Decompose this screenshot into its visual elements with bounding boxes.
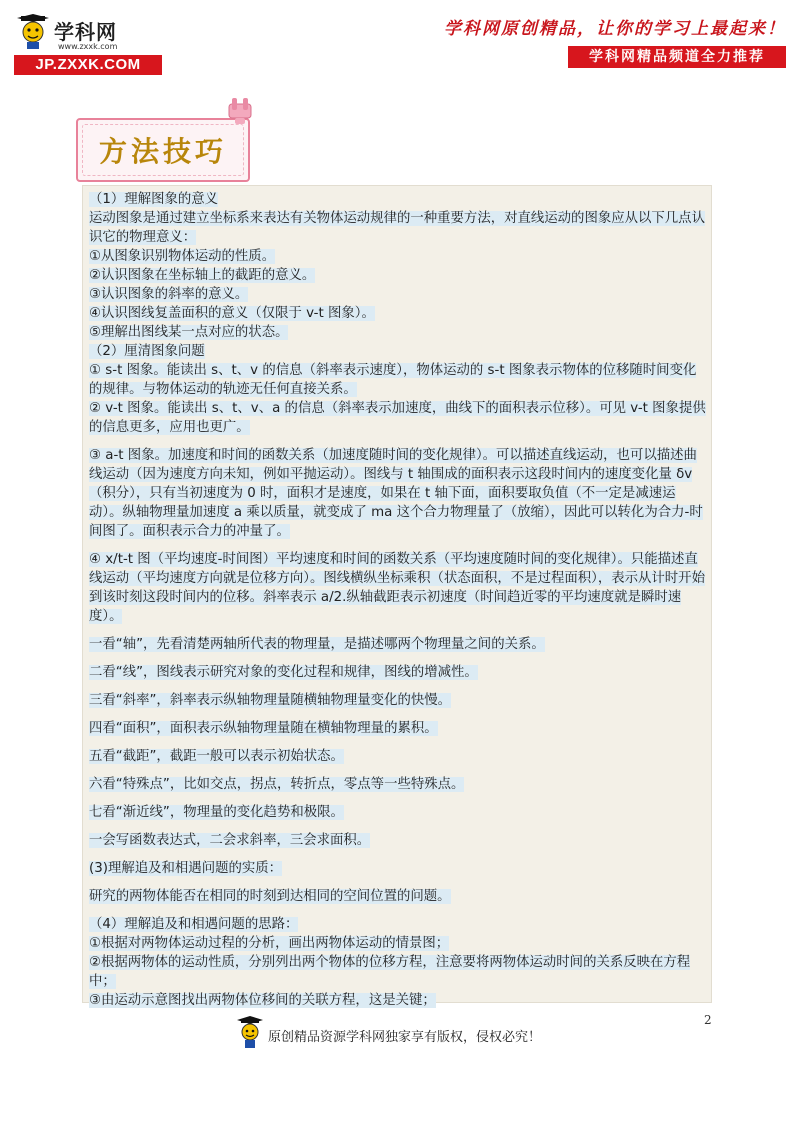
paragraph: ④认识图线复盖面积的意义（仅限于 v-t 图象）。	[89, 306, 375, 321]
content-body	[89, 190, 707, 1010]
paragraph: (3)理解追及和相遇问题的实质：	[89, 861, 283, 876]
paragraph: （1）理解图象的意义	[89, 192, 219, 207]
paragraph: 运动图象是通过建立坐标系来表达有关物体运动规律的一种重要方法，对直线运动的图象应从以下几点认识它的物理意义：	[89, 211, 705, 245]
paragraph: 一看“轴”，先看清楚两轴所代表的物理量，是描述哪两个物理量之间的关系。	[89, 637, 545, 652]
page-number: 2	[704, 1013, 712, 1027]
section-title-badge	[76, 118, 250, 182]
mascot-icon	[236, 1016, 264, 1050]
paragraph: （2）厘清图象问题	[89, 344, 205, 359]
paragraph: ①从图象识别物体运动的性质。	[89, 249, 276, 264]
paragraph: 四看“面积”，面积表示纵轴物理量随在横轴物理量的累积。	[89, 721, 438, 736]
logo-domain-bar: JP.ZXXK.COM	[14, 55, 162, 75]
section-title: 方法技巧	[98, 135, 227, 168]
header-slogan: 学科网原创精品，让你的学习上最起来！	[444, 19, 786, 39]
paragraph: ②根据两物体的运动性质，分别列出两个物体的位移方程，注意要将两物体运动时间的关系反映在方程中；	[89, 955, 691, 989]
mascot-icon	[16, 14, 50, 50]
paragraph: 七看“渐近线”，物理量的变化趋势和极限。	[89, 805, 344, 820]
channel-banner: 学科网精品频道全力推荐	[568, 46, 786, 68]
copyright-notice: 原创精品资源学科网独家享有版权，侵权必究！	[268, 1030, 542, 1045]
paragraph: ③ a-t 图象。加速度和时间的函数关系（加速度随时间的变化规律）。可以描述直线运动，也可以描述曲线运动（因为速度方向未知，例如平抛运动）。图线与 t 轴围成的面积表示这段时间内的速度变化量 δv（积分），只有当初速度为 0 时，面积才是速度，如果在 t 轴下面，面积要取负值（不一定是减速运动）。纵轴物理量加速度 a 乘以质量，就变成了 ma 这个合力物理量了（放缩），因此可以转化为合力-时间图了。面积表示合力的冲量了。	[89, 448, 703, 539]
site-logo[interactable]	[14, 12, 164, 74]
paragraph: ②认识图象在坐标轴上的截距的意义。	[89, 268, 316, 283]
paragraph: ④ x/t-t 图（平均速度-时间图）平均速度和时间的函数关系（平均速度随时间的变化规律）。只能描述直线运动（平均速度方向就是位移方向）。图线横纵坐标乘积（状态面积，不是过程面积），表示从计时开始到该时刻这段时间内的位移。斜率表示 a/2.纵轴截距表示初速度（时间趋近零的平均速度就是瞬时速度）。	[89, 552, 705, 624]
paragraph: ③由运动示意图找出两物体位移间的关联方程，这是关键；	[89, 993, 436, 1008]
paragraph: ①根据对两物体运动过程的分析，画出两物体运动的情景图；	[89, 936, 450, 951]
paragraph: （4）理解追及和相遇问题的思路：	[89, 917, 299, 932]
logo-url: www.zxxk.com	[58, 42, 118, 51]
paper-clip-icon	[226, 96, 254, 126]
paragraph: 六看“特殊点”，比如交点，拐点，转折点，零点等一些特殊点。	[89, 777, 465, 792]
paragraph: ⑤理解出图线某一点对应的状态。	[89, 325, 289, 340]
paragraph: 三看“斜率”，斜率表示纵轴物理量随横轴物理量变化的快慢。	[89, 693, 452, 708]
logo-mark	[14, 12, 164, 52]
paragraph: 一会写函数表达式，二会求斜率，三会求面积。	[89, 833, 371, 848]
paragraph: ② v-t 图象。能读出 s、t、v、a 的信息（斜率表示加速度，曲线下的面积表示位移）。可见 v-t 图象提供的信息更多，应用也更广。	[89, 401, 706, 435]
content-panel	[82, 185, 712, 1008]
paragraph: 五看“截距”，截距一般可以表示初始状态。	[89, 749, 344, 764]
paragraph: ① s-t 图象。能读出 s、t、v 的信息（斜率表示速度），物体运动的 s-t 图象表示物体的位移随时间变化的规律。与物体运动的轨迹无任何直接关系。	[89, 363, 697, 397]
paragraph: 研究的两物体能否在相同的时刻到达相同的空间位置的问题。	[89, 889, 451, 904]
paragraph: 二看“线”，图线表示研究对象的变化过程和规律，图线的增减性。	[89, 665, 478, 680]
logo-name: 学科网	[54, 20, 117, 44]
paragraph: ③认识图象的斜率的意义。	[89, 287, 249, 302]
